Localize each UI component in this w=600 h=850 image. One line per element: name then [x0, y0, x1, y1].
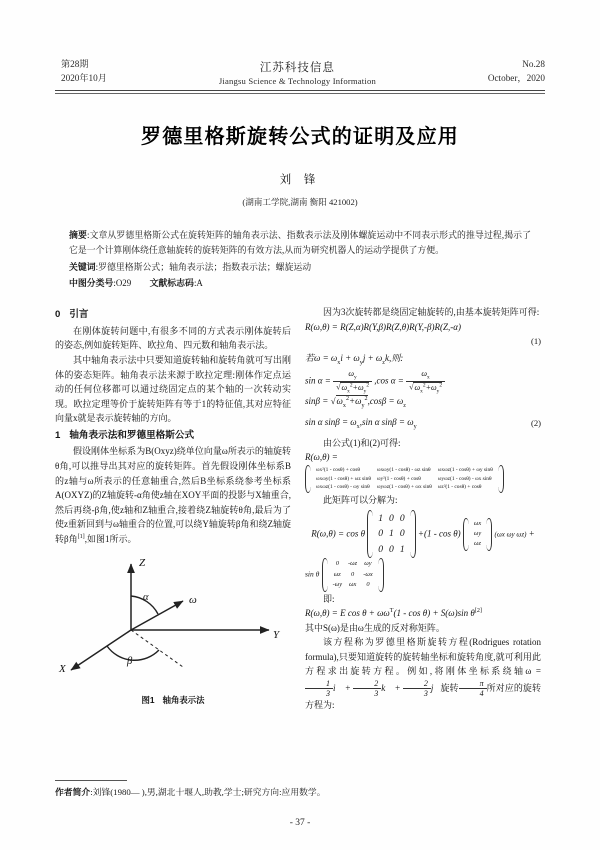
article-title: 罗德里格斯旋转公式的证明及应用	[141, 126, 459, 148]
reference-marker-2: [2]	[474, 608, 482, 615]
sin-cos-alpha-equation	[305, 369, 541, 394]
keywords-line	[69, 260, 531, 275]
equation-3-lhs: R(ω,θ) =	[305, 452, 338, 463]
clc-value: :O29	[113, 277, 132, 288]
skew-cell: 0	[335, 560, 339, 568]
right-paragraph-6	[305, 635, 541, 713]
decomposition-plus: +	[528, 528, 535, 539]
journal-title-cn: 江苏科技信息	[259, 62, 335, 74]
matrix-cell: ωyωz(1 - cosθ) + ωx sinθ	[376, 484, 432, 491]
axis-x-label: X	[59, 663, 66, 676]
right-paragraph-3: 此矩阵可以分解为:	[323, 495, 398, 506]
omega-def-part-1: 若ω = ω	[305, 353, 338, 364]
figure-1	[55, 552, 291, 707]
colvec-cell: ωz	[474, 540, 482, 548]
issue-number-cn: 第28期	[61, 59, 89, 70]
skew-cell: ωy	[364, 560, 372, 568]
equation-2-part-2: ,sin α sinβ = ω	[359, 417, 414, 428]
footnote-rule	[55, 780, 127, 781]
section-1-heading	[55, 428, 291, 444]
matrix-cell: ωxωz(1 - cosθ) - ωy sinθ	[316, 484, 370, 491]
left-column	[55, 305, 291, 713]
angle-beta-label: β	[127, 656, 133, 668]
equation-2-number: (2)	[530, 418, 541, 428]
issue-date-cn: 2020年10月	[61, 73, 107, 84]
omega-row-vector: (ωx ωy ωz)	[494, 530, 527, 539]
header-divider	[55, 90, 545, 94]
skew-bracket-right	[378, 558, 384, 591]
skew-cell: ωx	[348, 581, 357, 589]
sin-theta-label: sin θ	[305, 570, 320, 580]
abstract-block	[55, 228, 545, 291]
section-1-title: 轴角表示法和罗德里格斯公式	[69, 429, 195, 441]
left-paragraph-3-tail: ,如图1所示。	[84, 533, 137, 544]
cos-alpha-label: ,cos α =	[374, 375, 404, 386]
left-paragraph-2: 其中轴角表示法中只要知道旋转轴和旋转角就可写出刚体的姿态矩阵。轴角表示法来源于欧拉定理:刚体作定点运动的任何位移都可以通过绕固定点的某个轴的一次转动实现。欧拉定理等价于旋转矩阵有等于1的特征值,其对应特征向量x就是表示旋转轴的方向。	[55, 354, 291, 424]
skew-matrix-grid	[328, 558, 378, 591]
identity-cell: 0	[389, 512, 394, 524]
identity-cell: 1	[389, 528, 394, 540]
rotation-matrix-grid	[311, 465, 498, 493]
skew-symmetric-matrix	[322, 558, 384, 591]
left-paragraph-3-text: 假设刚体坐标系为B(Oxyz)绕单位向量ω所表示的轴旋转θ角,可以推导出其对应的旋转矩阵。首先假设刚体坐标系B的z轴与ω所表示的任意轴重合,然后B坐标系绕参考坐标系A(OXYZ)的Z轴旋转-α角使z轴在XOY平面的投影与X轴重合,然后再绕-β角,使z轴和Z轴重合,接着绕Z轴旋转θ角,最后为了使z重新回到与ω轴重合的位置,可以绕Y轴旋转β角和绕Z轴旋转β角	[55, 446, 291, 544]
doc-code-value: :A	[193, 277, 203, 288]
decomposition-equation	[305, 510, 541, 559]
author-bio	[55, 785, 545, 798]
abstract-label: 摘要	[69, 230, 87, 240]
running-head-center	[107, 59, 488, 86]
matrix-cell: ωxωy(1 - cosθ) + ωz sinθ	[316, 475, 371, 482]
skew-cell: -ωz	[348, 560, 358, 568]
identity-cell: 0	[378, 543, 384, 555]
matrix-cell: ωz²(1 - cosθ) + cosθ	[437, 484, 482, 491]
article-author: 刘 锋	[279, 174, 321, 186]
sin-cos-beta-equation: $\sin\beta = √\omega_x^2+\omega_y^2,\cos\beta = \omega_z$	[305, 396, 406, 410]
body-columns	[55, 305, 545, 713]
figure-1-caption	[55, 694, 291, 708]
right-paragraph-6-text: 该方程称为罗德里格斯旋转方程(Rodrigues rotation formula),只要知道旋转的旋转轴坐标和旋转角度,就可利用此方程求出旋转方程。例如,将刚体坐标系绕轴ω =	[305, 637, 541, 677]
skew-cell: 0	[366, 581, 370, 589]
journal-title-en: Jiangsu Science & Technology Information	[218, 76, 376, 86]
matrix-cell: ωx²(1 - cosθ) + cosθ	[316, 466, 360, 473]
matrix-bracket-right	[498, 465, 504, 493]
identity-cell: 1	[378, 512, 384, 524]
fraction-one-third-i: $\frac{1}{3}$	[305, 679, 333, 698]
matrix-cell: ωyωz(1 - cosθ) - ωx sinθ	[437, 475, 492, 482]
equation-2-row	[305, 415, 541, 433]
omega-def-part-2: i + ω	[340, 353, 360, 364]
angle-alpha-label: α	[143, 592, 149, 604]
axis-y-label: Y	[273, 629, 280, 642]
keywords-text: :罗德里格斯公式；轴角表示法；指数表示法；螺旋运动	[95, 261, 312, 272]
equation-1-body: R(ω,θ) = R(Z,α)R(Y,β)R(Z,θ)R(Y,-β)R(Z,-α)	[305, 321, 462, 332]
author-affiliation: (湖南工学院,湖南 衡阳 421002)	[242, 197, 358, 207]
omega-vector-label: ω⃗	[189, 594, 206, 607]
right-paragraph-6-tail: 所对应的旋转方程为:	[305, 682, 541, 711]
abstract-paragraph	[69, 228, 531, 259]
equation-2-part-1: sin α sinβ = ω	[305, 417, 357, 428]
author-bio-label: 作者简介	[55, 787, 91, 797]
identity-cell: 0	[399, 512, 405, 524]
keywords-label: 关键词	[69, 261, 96, 272]
equation-1	[305, 320, 541, 335]
section-0-number: 0	[55, 309, 61, 321]
colvec-cell: ωy	[473, 529, 482, 537]
colvec-cell: ωx	[473, 519, 482, 527]
right-paragraph-1: 因为3次旋转都是绕固定轴旋转的,由基本旋转矩阵可得:	[323, 307, 540, 318]
abstract-text: :文章从罗德里格斯公式在旋转矩阵的轴角表示法、指数表示法及刚体螺旋运动中不同表示形式的推导过程,揭示了它是一个计算刚体绕任意轴旋转的旋转矩阵的有效方法,从而为研究机器人的运动学提供了方便。	[69, 230, 531, 256]
classification-line	[69, 276, 531, 291]
projection-dashed-line	[131, 630, 183, 667]
omega-column-vector	[463, 518, 492, 551]
section-1-number: 1	[55, 429, 61, 441]
sin-alpha-label: sin α =	[305, 375, 331, 386]
right-paragraph-2: 由公式(1)和(2)可得:	[323, 437, 401, 448]
identity-cell: 0	[399, 528, 405, 540]
omega-def-part-4: k,则:	[385, 353, 404, 364]
cos-beta-label: ,cosβ = ω	[367, 396, 404, 407]
identity-cell: 0	[378, 528, 384, 540]
axis-x-line	[71, 630, 131, 670]
equation-4-transpose: T	[389, 608, 394, 615]
issue-date-en: October，2020	[487, 73, 545, 84]
rotation-matrix	[305, 465, 504, 493]
doc-code-label: 文献标志码	[149, 277, 194, 288]
colvec-bracket-right	[486, 518, 492, 551]
clc-label: 中图分类号	[69, 277, 114, 288]
section-0-heading	[55, 307, 291, 323]
decomposition-lhs: R(ω,θ) = cos θ	[311, 528, 365, 539]
axis-z-label: Z	[139, 557, 146, 570]
equation-4-part-1: R(ω,θ) = E cos θ + ωω	[305, 608, 390, 619]
angle-beta-arc	[107, 646, 159, 660]
fraction-pi-over-four: $\frac{\pi}{4}$	[459, 679, 487, 698]
right-column	[305, 305, 541, 713]
identity-bracket-right	[410, 510, 416, 559]
sin-alpha-fraction: $\frac{\omega_y}{√\omega_x^2+\omega_y^2}$	[333, 369, 372, 394]
left-paragraph-1: 在刚体旋转问题中,有很多不同的方式表示刚体旋转后的姿态,例如旋转矩阵、欧拉角、四元数和轴角表示法。	[55, 325, 291, 351]
running-head-right	[488, 58, 545, 86]
skew-cell: -ωy	[332, 581, 343, 589]
left-paragraph-3	[55, 444, 291, 546]
equation-2-body: sin α $\sin\beta = \omega_x,\sin$ α $\sin\beta = \omega_y$	[305, 417, 417, 430]
identity-cell: 0	[389, 543, 394, 555]
figure-1-title: 轴角表示法	[162, 694, 205, 705]
right-paragraph-6-mid: 旋转	[440, 682, 459, 693]
section-0-title: 引言	[69, 309, 89, 321]
skew-cell: -ωx	[363, 570, 373, 578]
page-number: - 37 -	[289, 818, 311, 828]
matrix-cell: ωxωz(1 - cosθ) + ωy sinθ	[437, 466, 493, 473]
footnote-area	[55, 780, 545, 798]
sin-beta-label: sinβ =	[305, 396, 329, 407]
skew-term	[305, 558, 541, 591]
matrix-cell: ωxωy(1 - cosθ) - ωz sinθ	[376, 466, 431, 473]
colvec-grid	[469, 518, 486, 551]
running-head	[55, 46, 545, 86]
right-paragraph-4: 即:	[323, 593, 335, 604]
skew-cell: ωz	[333, 570, 341, 578]
equation-4-part-2: (1 - cos θ) + S(ω)sin θ	[393, 608, 475, 619]
fraction-two-third-k: $\frac{2}{3}$	[353, 679, 381, 698]
omega-definition-line: 若$\omega = \omega_xi + \omega_yj + \omega_zk$,则:	[305, 353, 404, 367]
omega-def-part-3: j + ω	[362, 353, 383, 364]
decomposition-middle: +(1 - cos θ)	[417, 528, 461, 539]
identity-matrix	[367, 510, 415, 559]
axis-angle-diagram	[55, 552, 291, 687]
omega-vector-line	[131, 601, 183, 630]
omega-example-expression: $\frac{1}{3}$ i⃗ + $\frac{2}{3}$ k⃗ + $\frac{2}{3}$ j⃗	[305, 683, 440, 693]
matrix-cell: ωy²(1 - cosθ) + cosθ	[376, 475, 421, 482]
figure-1-number: 图1	[141, 694, 155, 705]
fraction-two-third-j: $\frac{2}{3}$	[403, 679, 431, 698]
identity-cell: 1	[399, 543, 405, 555]
reference-marker-1: [1]	[77, 533, 85, 540]
skew-cell: 0	[351, 570, 355, 578]
running-head-left	[55, 58, 107, 86]
equation-4	[305, 606, 541, 621]
author-bio-text: :刘锋(1980— ),男,湖北十堰人,助教,学士;研究方向:应用数学。	[90, 787, 326, 797]
identity-matrix-grid	[373, 510, 409, 559]
equation-1-number: (1)	[530, 336, 541, 347]
cos-alpha-fraction: $\frac{\omega_x}{√\omega_x^2+\omega_y^2}$	[406, 369, 445, 394]
right-paragraph-5: 其中S(ω)是由ω生成的反对称矩阵。	[305, 622, 445, 633]
issue-number-en: No.28	[522, 59, 545, 70]
